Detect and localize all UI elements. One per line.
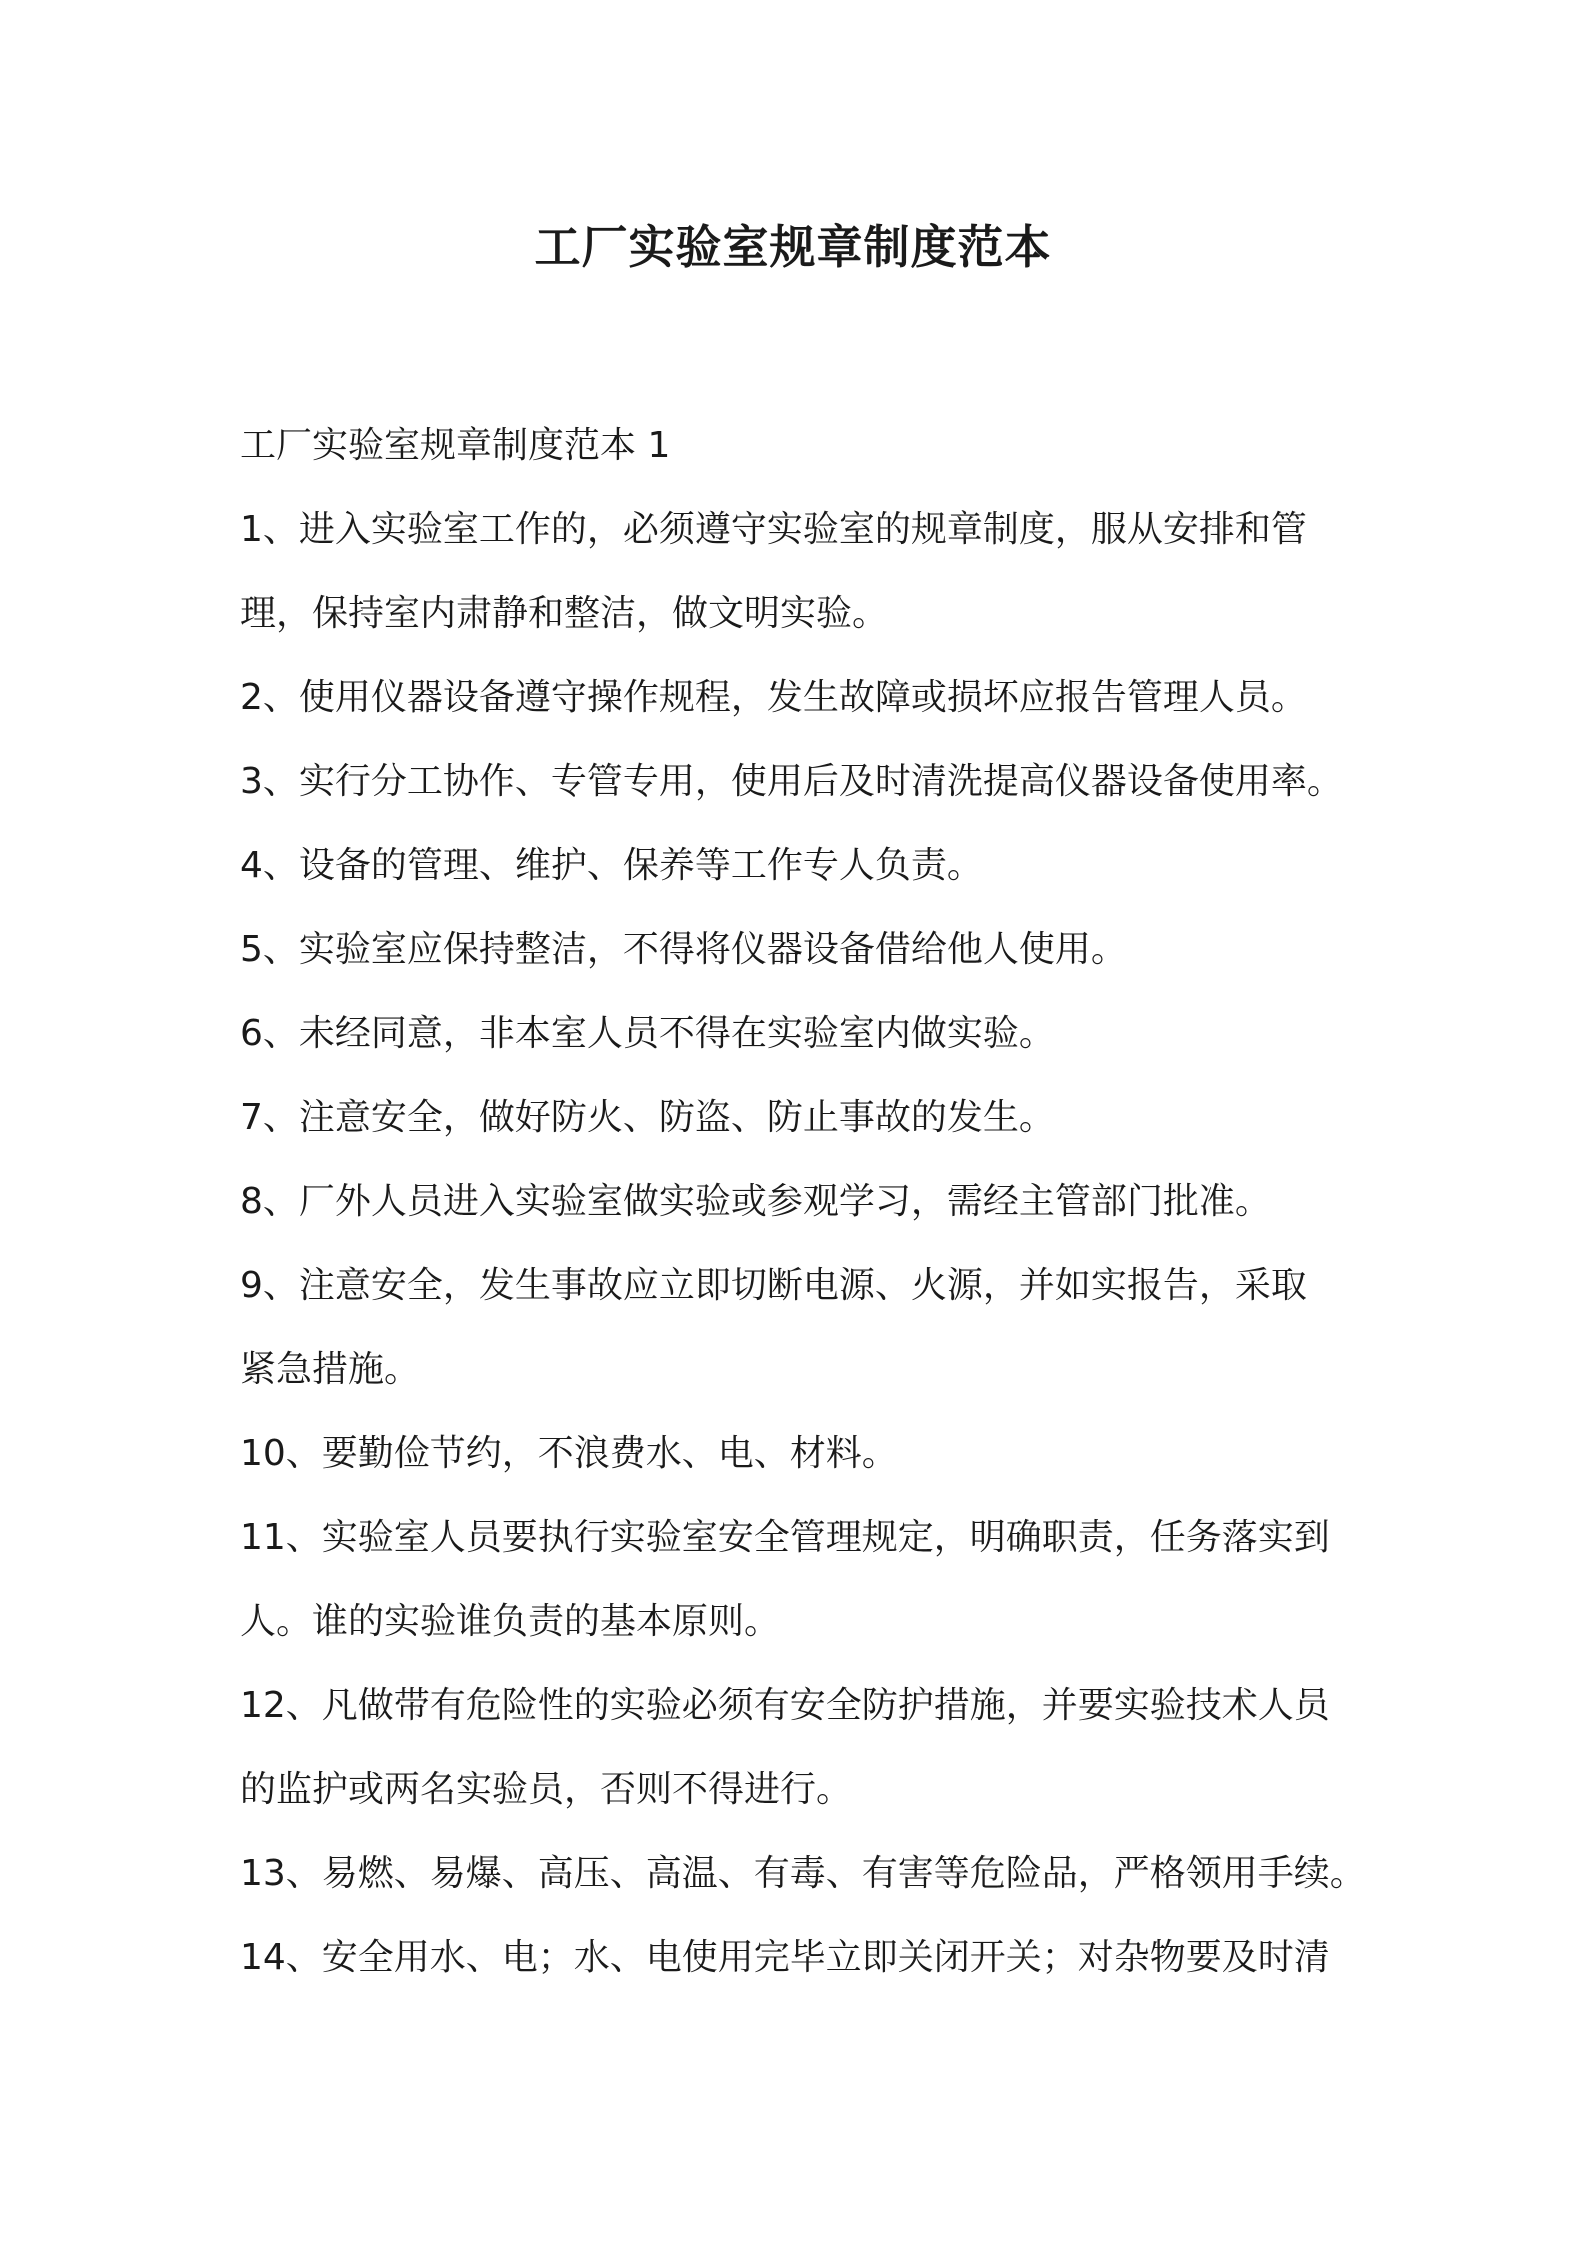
text-line: 8、厂外人员进入实验室做实验或参观学习，需经主管部门批准。 <box>240 1181 1271 1222</box>
text-line: 5、实验室应保持整洁，不得将仪器设备借给他人使用。 <box>240 929 1127 970</box>
text-line: 4、设备的管理、维护、保养等工作专人负责。 <box>240 845 983 886</box>
text-line: 7、注意安全，做好防火、防盗、防止事故的发生。 <box>240 1097 1055 1138</box>
text-line: 人。谁的实验谁负责的基本原则。 <box>240 1601 781 1642</box>
text-line: 3、实行分工协作、专管专用，使用后及时清洗提高仪器设备使用率。 <box>240 761 1343 802</box>
text-line: 6、未经同意，非本室人员不得在实验室内做实验。 <box>240 1013 1055 1054</box>
text-line: 12、凡做带有危险性的实验必须有安全防护措施，并要实验技术人员 <box>240 1685 1330 1726</box>
text-line: 14、安全用水、电；水、电使用完毕立即关闭开关；对杂物要及时清 <box>240 1937 1330 1978</box>
text-line: 10、要勤俭节约，不浪费水、电、材料。 <box>240 1433 898 1474</box>
section-heading: 工厂实验室规章制度范本 1 <box>240 425 671 466</box>
document-body <box>240 404 1370 2000</box>
text-line: 的监护或两名实验员，否则不得进行。 <box>240 1769 853 1810</box>
page-title: 工厂实验室规章制度范本 <box>534 220 1052 274</box>
text-line: 紧急措施。 <box>240 1349 421 1390</box>
text-line: 9、注意安全，发生事故应立即切断电源、火源，并如实报告，采取 <box>240 1265 1307 1306</box>
text-line: 1、进入实验室工作的，必须遵守实验室的规章制度，服从安排和管 <box>240 509 1307 550</box>
text-line: 13、易燃、易爆、高压、高温、有毒、有害等危险品，严格领用手续。 <box>240 1853 1366 1894</box>
text-line: 11、实验室人员要执行实验室安全管理规定，明确职责，任务落实到 <box>240 1517 1330 1558</box>
text-line: 2、使用仪器设备遵守操作规程，发生故障或损坏应报告管理人员。 <box>240 677 1307 718</box>
text-line: 理，保持室内肃静和整洁，做文明实验。 <box>240 593 889 634</box>
